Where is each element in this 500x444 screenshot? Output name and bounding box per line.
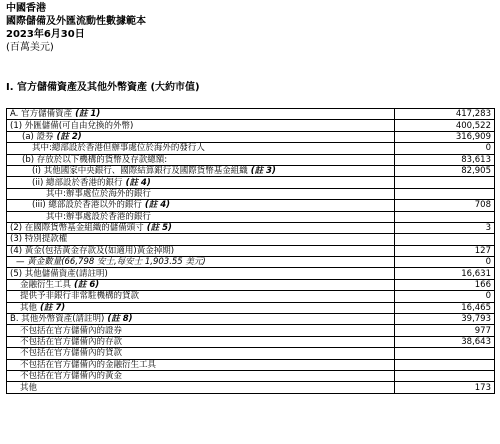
row-label-cell: [7, 143, 395, 154]
row-note: (註 5): [146, 223, 172, 234]
row-value: 16,465: [395, 302, 495, 313]
table-row: [7, 370, 495, 381]
row-label-cell: [7, 325, 395, 336]
table-row: [7, 257, 495, 268]
row-label-cell: [7, 336, 395, 347]
row-label-cell: [7, 279, 395, 290]
unit-label: (百萬美元): [6, 42, 54, 53]
row-label-cell: [7, 211, 395, 222]
reserves-table: [6, 108, 495, 394]
row-label-cell: [7, 109, 395, 120]
row-label: (5) 其他儲備資產(請註明): [10, 268, 108, 279]
row-note: (註 8): [107, 314, 133, 325]
row-label-cell: [7, 131, 395, 142]
table-row: [7, 200, 495, 211]
row-label: 不包括在官方儲備內的存款: [20, 337, 123, 347]
row-label: 不包括在官方儲備內的證券: [20, 325, 123, 336]
row-label-cell: [7, 382, 395, 393]
row-value: [395, 234, 495, 245]
row-label-cell: [7, 302, 395, 313]
row-label: 不包括在官方儲備內的金融衍生工具: [20, 359, 157, 370]
table-row: [7, 348, 495, 359]
table-row: [7, 314, 495, 325]
table-row: [7, 291, 495, 302]
row-value: [395, 211, 495, 222]
section-title: I. 官方儲備資產及其他外幣資產 (大約市值): [6, 82, 200, 93]
row-value: 400,522: [395, 120, 495, 131]
row-label-cell: [7, 200, 395, 211]
row-label: (3) 特別提款權: [10, 234, 68, 245]
row-label: 提供予非銀行非常駐機構的貸款: [20, 291, 140, 302]
row-label: B. 其他外幣資產(請註明): [10, 314, 105, 325]
row-label-cell: [7, 222, 395, 233]
row-label: 其中:辦事處位於海外的銀行: [46, 188, 151, 199]
row-value: 173: [395, 382, 495, 393]
table-row: [7, 382, 495, 393]
row-value: [395, 348, 495, 359]
row-note: (註 1): [75, 109, 101, 120]
table-row: [7, 325, 495, 336]
row-value: 0: [395, 291, 495, 302]
row-label-cell: [7, 348, 395, 359]
row-label: 金融衍生工具: [20, 280, 72, 291]
row-label: (i) 其他國家中央銀行、國際結算銀行及國際貨幣基金組織: [32, 166, 248, 177]
table-row: [7, 222, 495, 233]
row-label-cell: [7, 268, 395, 279]
row-value: 127: [395, 245, 495, 256]
row-label: — 黃金數量(66,798 安士,每安士 1,903.55 美元): [16, 257, 206, 268]
row-label-cell: [7, 188, 395, 199]
row-label: (b) 存放於以下機構的貨幣及存款總額:: [22, 154, 168, 165]
table-row: [7, 120, 495, 131]
table-row: [7, 109, 495, 120]
row-note: (註 6): [74, 280, 100, 291]
row-note: (註 3): [250, 166, 276, 177]
table-row: [7, 359, 495, 370]
row-value: [395, 177, 495, 188]
row-label-cell: [7, 234, 395, 245]
row-label: 其他: [20, 382, 38, 393]
table-row: [7, 165, 495, 176]
row-label-cell: [7, 370, 395, 381]
report-title: 國際儲備及外匯流動性數據範本: [6, 16, 146, 27]
row-label: (a) 證券: [22, 131, 54, 142]
table-row: [7, 131, 495, 142]
row-value: 0: [395, 257, 495, 268]
row-value: 39,793: [395, 314, 495, 325]
row-value: 38,643: [395, 336, 495, 347]
row-value: 3: [395, 222, 495, 233]
row-label-cell: [7, 257, 395, 268]
row-note: (註 7): [40, 302, 66, 313]
table-row: [7, 245, 495, 256]
row-label: 其他: [20, 302, 38, 313]
row-value: 0: [395, 143, 495, 154]
row-label-cell: [7, 120, 395, 131]
row-note: (註 2): [56, 131, 82, 142]
row-value: 83,613: [395, 154, 495, 165]
table-row: [7, 336, 495, 347]
report-date: 2023年6月30日: [6, 29, 85, 40]
table-row: [7, 279, 495, 290]
row-label-cell: [7, 165, 395, 176]
row-label: A. 官方儲備資產: [10, 109, 73, 120]
row-value: 16,631: [395, 268, 495, 279]
row-label: (2) 在國際貨幣基金組織的儲備頭寸: [10, 223, 144, 234]
row-label-cell: [7, 177, 395, 188]
row-label: (1) 外匯儲備(可自由兌換的外幣): [10, 120, 134, 131]
row-label: 不包括在官方儲備內的黃金: [20, 371, 123, 382]
table-row: [7, 268, 495, 279]
row-label-cell: [7, 314, 395, 325]
row-label: (iii) 總部設於香港以外的銀行: [32, 200, 142, 211]
row-note: (註 4): [144, 200, 171, 211]
region-title: 中國香港: [6, 3, 46, 14]
row-label-cell: [7, 154, 395, 165]
row-value: 166: [395, 279, 495, 290]
row-value: 417,283: [395, 109, 495, 120]
row-value: [395, 188, 495, 199]
row-label-cell: [7, 291, 395, 302]
row-label: (ii) 總部設於香港的銀行: [32, 177, 123, 188]
row-label: 其中:辦事處設於香港的銀行: [46, 211, 151, 222]
table-row: [7, 234, 495, 245]
table-row: [7, 154, 495, 165]
table-row: [7, 302, 495, 313]
row-value: 82,905: [395, 165, 495, 176]
row-value: 977: [395, 325, 495, 336]
row-value: 708: [395, 200, 495, 211]
row-value: [395, 359, 495, 370]
table-row: [7, 188, 495, 199]
row-value: 316,909: [395, 131, 495, 142]
row-label: 不包括在官方儲備內的貸款: [20, 348, 123, 359]
row-label-cell: [7, 359, 395, 370]
table-row: [7, 177, 495, 188]
row-label: 其中:總部設於香港但辦事處位於海外的發行人: [32, 143, 205, 154]
row-label-cell: [7, 245, 395, 256]
row-value: [395, 370, 495, 381]
table-row: [7, 143, 495, 154]
table-row: [7, 211, 495, 222]
row-note: (註 4): [125, 177, 151, 188]
row-label: (4) 黃金(包括黃金存款及(如適用)黃金掉期): [10, 245, 175, 256]
